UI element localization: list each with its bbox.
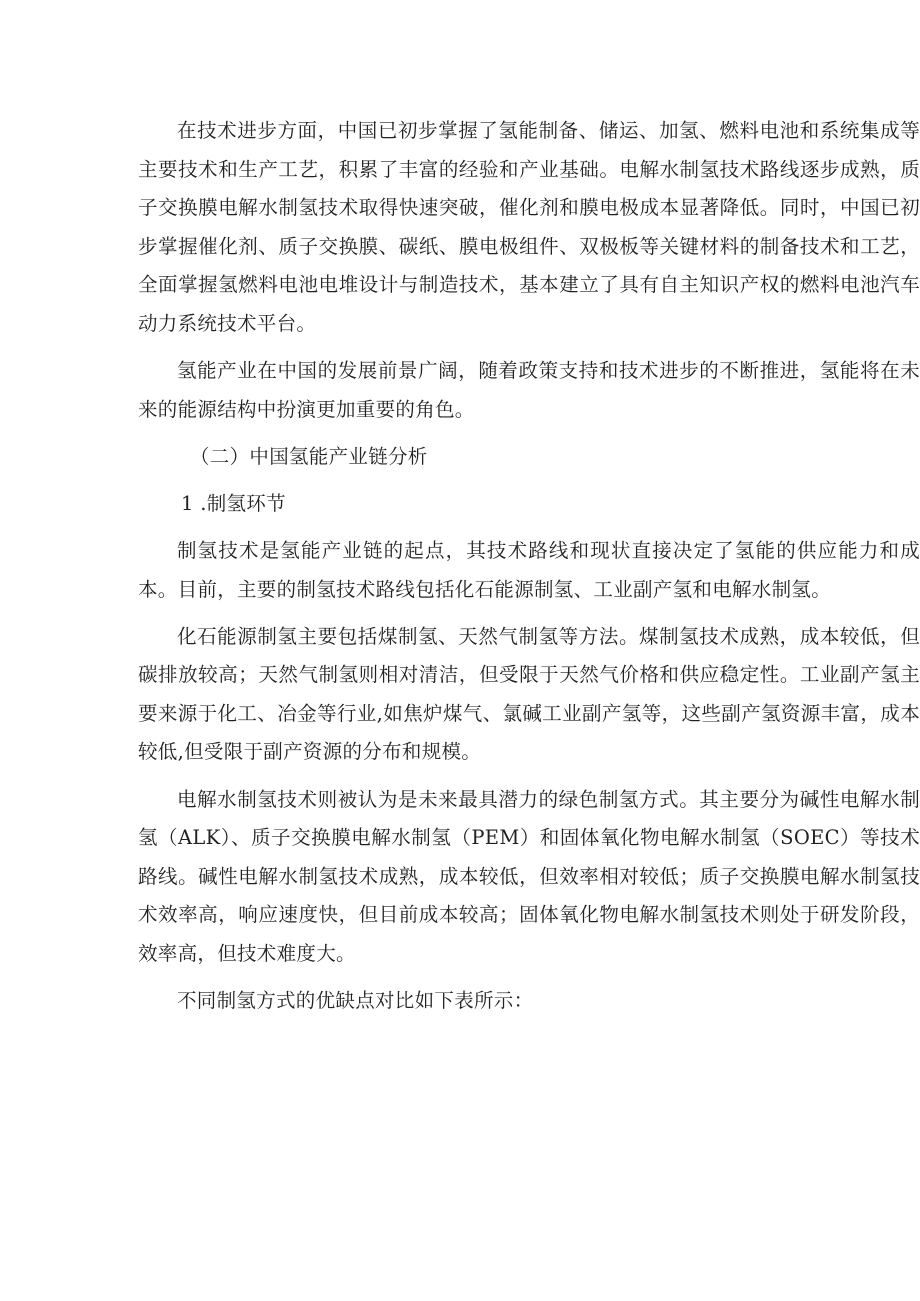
- paragraph-outlook: 氢能产业在中国的发展前景广阔，随着政策支持和技术进步的不断推进，氢能将在未来的能源结构中扮演更加重要的角色。: [138, 359, 920, 421]
- subsection-heading: 1 .制氢环节: [181, 491, 286, 515]
- paragraph-gap: [138, 973, 920, 982]
- paragraph-gap: [138, 429, 920, 438]
- paragraph-production-overview: 制氢技术是氢能产业链的起点，其技术路线和现状直接决定了氢能的供应能力和成本。目前，主要的制氢技术路线包括化石能源制氢、工业副产氢和电解水制氢。: [138, 538, 920, 601]
- document-page: [138, 112, 920, 1021]
- paragraph-gap: [138, 344, 920, 353]
- paragraph-gap: [138, 523, 920, 532]
- paragraph-tech-progress: 在技术进步方面，中国已初步掌握了氢能制备、储运、加氢、燃料电池和系统集成等主要技术和生产工艺，积累了丰富的经验和产业基础。电解水制氢技术路线逐步成熟，质子交换膜电解水制氢技术取得快速突破，催化剂和膜电极成本显著降低。同时，中国已初步掌握催化剂、质子交换膜、碳纸、膜电极组件、双极板等关键材料的制备技术和工艺，全面掌握氢燃料电池电堆设计与制造技术，基本建立了具有自主知识产权的燃料电池汽车动力系统技术平台。: [138, 119, 920, 335]
- paragraph-table-intro: 不同制氢方式的优缺点对比如下表所示：: [177, 988, 534, 1012]
- paragraph-electrolysis: 电解水制氢技术则被认为是未来最具潜力的绿色制氢方式。其主要分为碱性电解水制氢（ALK）、质子交换膜电解水制氢（PEM）和固体氧化物电解水制氢（SOEC）等技术路线。碱性电解水制氢技术成熟，成本较低，但效率相对较低；质子交换膜电解水制氢技术效率高，响应速度快，但目前成本较高；固体氧化物电解水制氢技术则处于研发阶段，效率高，但技术难度大。: [138, 787, 920, 965]
- paragraph-gap: [138, 476, 920, 485]
- paragraph-gap: [138, 772, 920, 781]
- paragraph-gap: [138, 609, 920, 618]
- paragraph-fossil-hydrogen: 化石能源制氢主要包括煤制氢、天然气制氢等方法。煤制氢技术成熟，成本较低，但碳排放较高；天然气制氢则相对清洁，但受限于天然气价格和供应稳定性。工业副产氢主要来源于化工、冶金等行业,如焦炉煤气、氯碱工业副产氢等，这些副产氢资源丰富，成本较低,但受限于副产资源的分布和规模。: [138, 624, 920, 764]
- section-heading: （二）中国氢能产业链分析: [190, 444, 428, 468]
